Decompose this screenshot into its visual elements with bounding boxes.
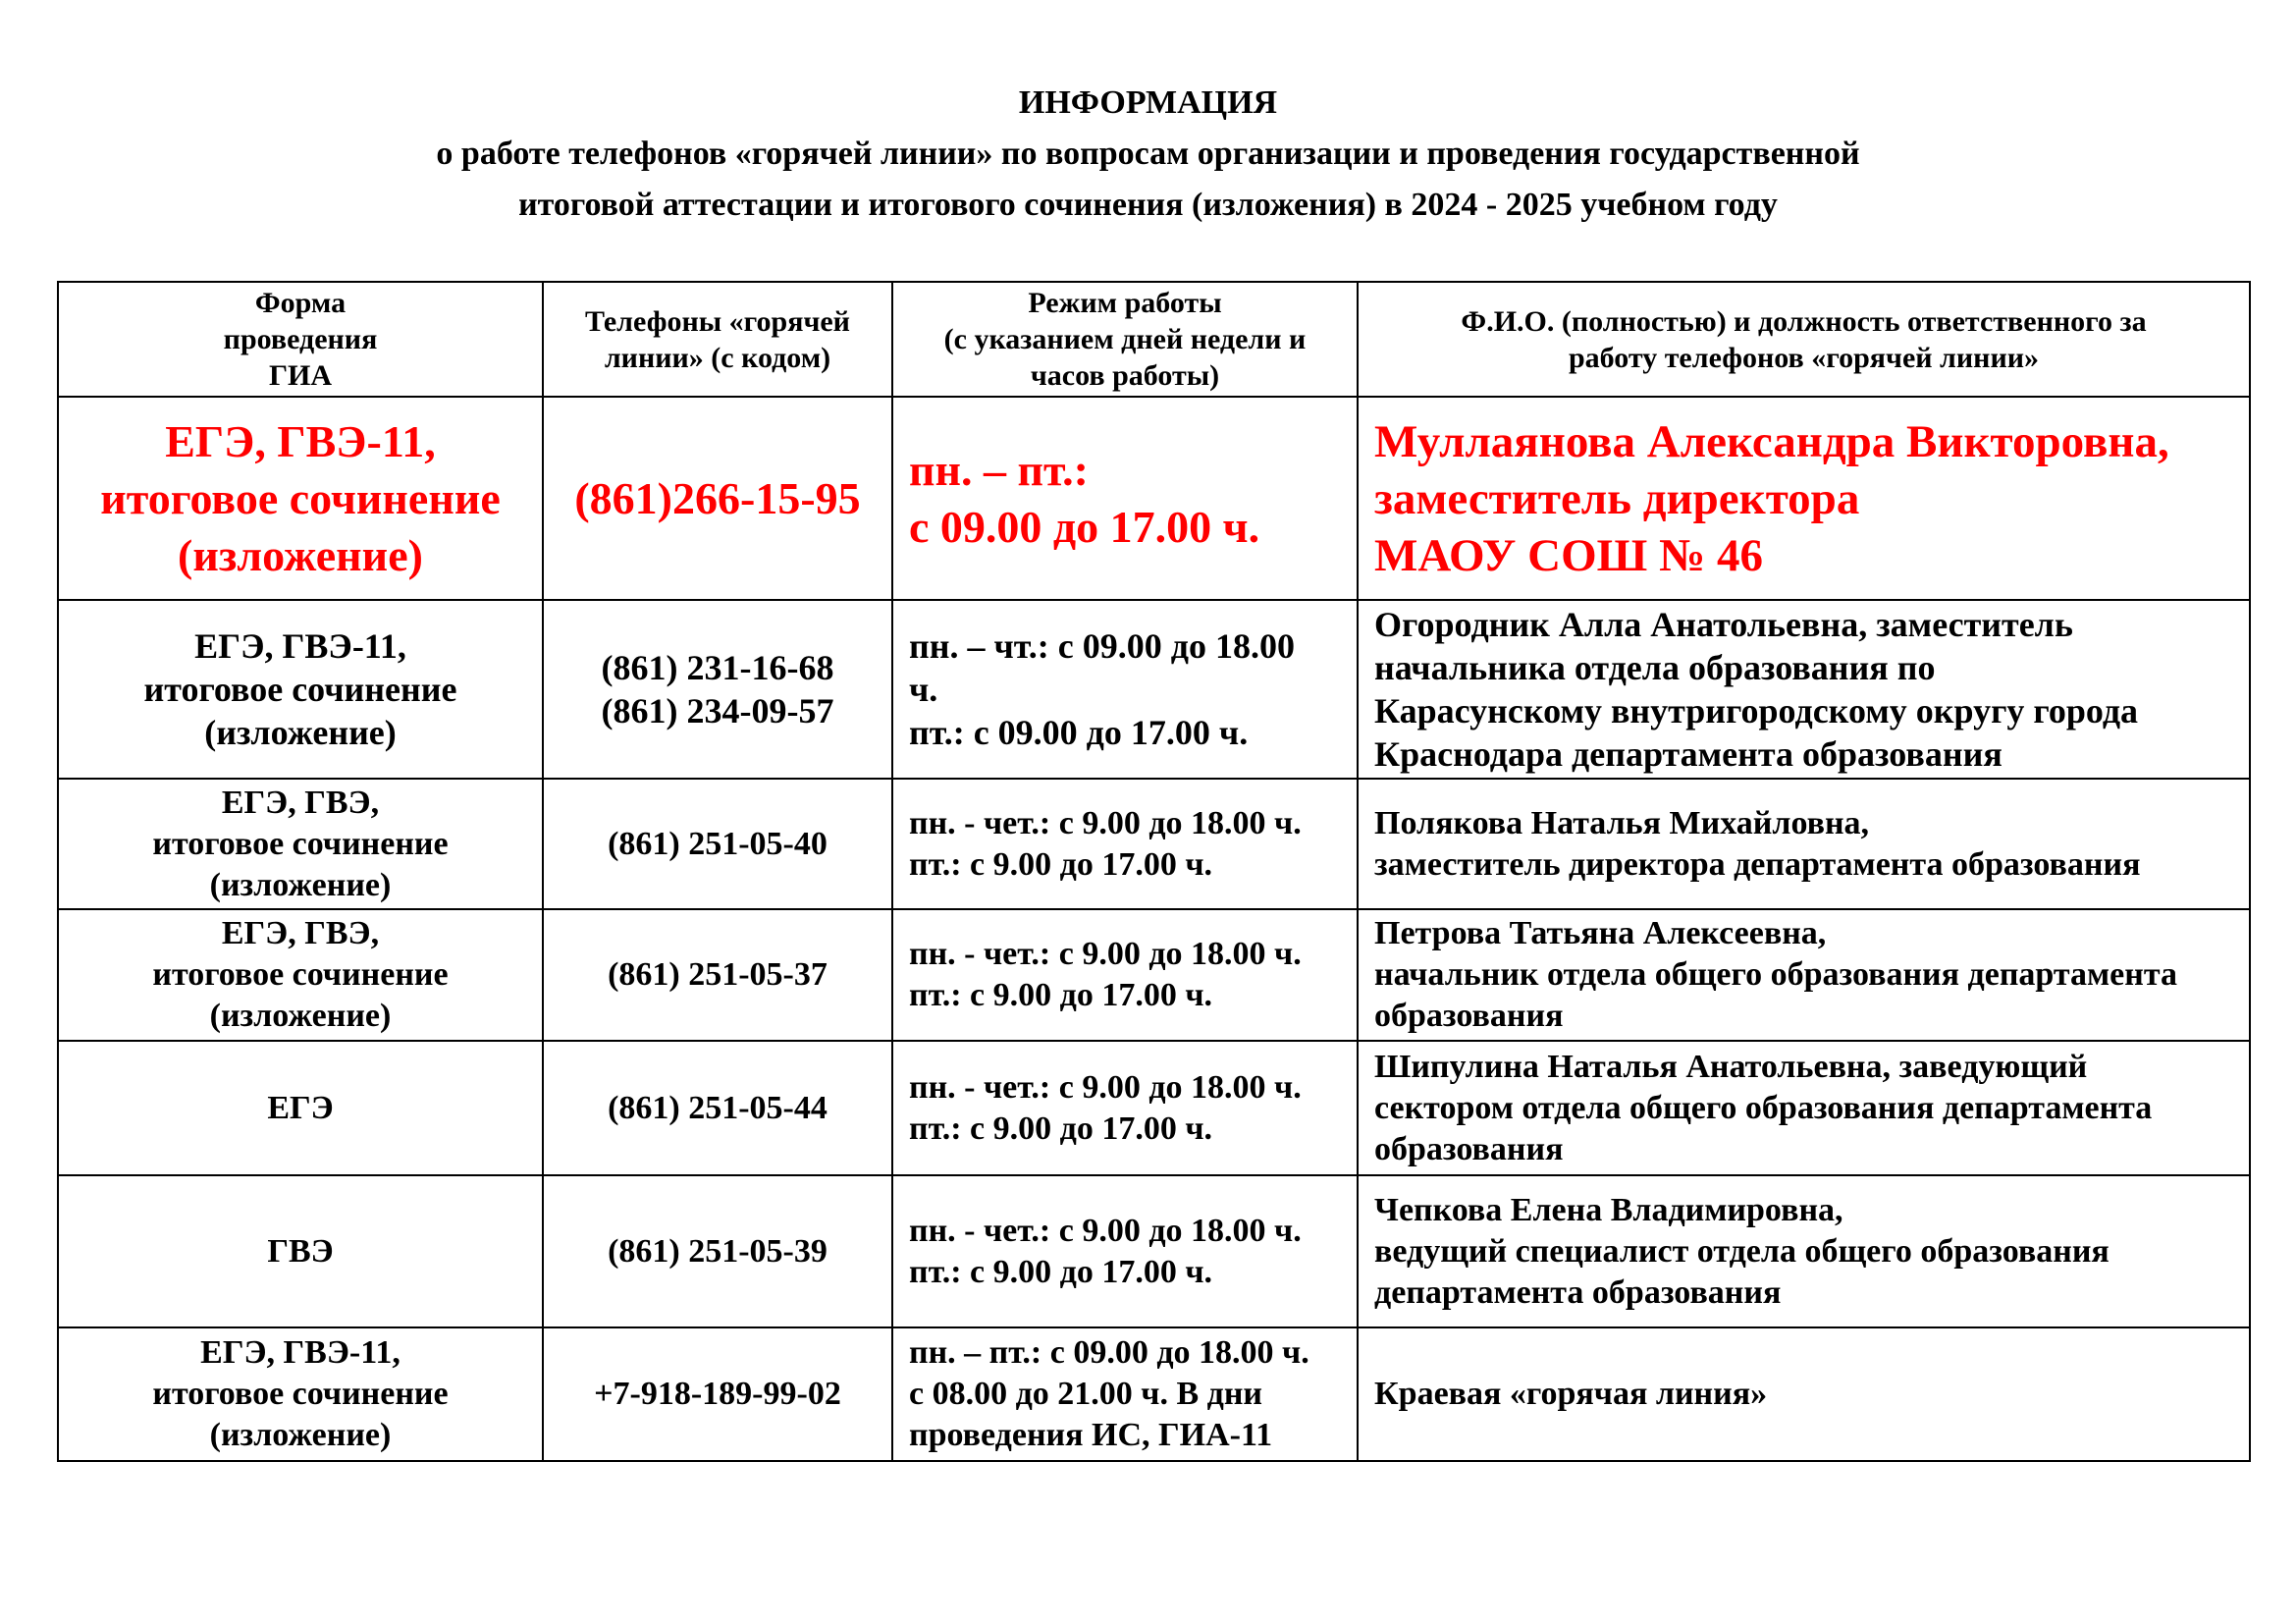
table-row [58,1041,2250,1175]
cell-person: Полякова Наталья Михайловна, заместитель директора департамента образования [1358,779,2250,909]
cell-person: Краевая «горячая линия» [1358,1327,2250,1461]
cell-form: ГВЭ [58,1175,543,1327]
cell-form: ЕГЭ, ГВЭ-11, итоговое сочинение (изложение) [58,1327,543,1461]
hotline-table [57,281,2251,1462]
cell-form: ЕГЭ [58,1041,543,1175]
cell-phones: (861) 251-05-39 [543,1175,892,1327]
cell-phones: (861)266-15-95 [543,397,892,600]
header-phones: Телефоны «горячей линии» (с кодом) [543,282,892,397]
header-schedule: Режим работы (с указанием дней недели и часов работы) [892,282,1358,397]
cell-schedule: пн. - чет.: с 9.00 до 18.00 ч. пт.: с 9.00 до 17.00 ч. [892,909,1358,1041]
document-subtitle-line-1: о работе телефонов «горячей линии» по вопросам организации и проведения государственной [436,135,1860,172]
cell-form: ЕГЭ, ГВЭ, итоговое сочинение (изложение) [58,779,543,909]
cell-form: ЕГЭ, ГВЭ-11, итоговое сочинение (изложение) [58,397,543,600]
cell-phones: +7-918-189-99-02 [543,1327,892,1461]
cell-schedule: пн. – пт.: с 09.00 до 18.00 ч. с 08.00 до 21.00 ч. В дни проведения ИС, ГИА-11 [892,1327,1358,1461]
cell-phones: (861) 251-05-37 [543,909,892,1041]
document-heading [0,78,2296,231]
cell-person: Шипулина Наталья Анатольевна, заведующий сектором отдела общего образования департамента образования [1358,1041,2250,1175]
cell-schedule: пн. - чет.: с 9.00 до 18.00 ч. пт.: с 9.00 до 17.00 ч. [892,1175,1358,1327]
cell-schedule: пн. – пт.: с 09.00 до 17.00 ч. [892,397,1358,600]
cell-phones: (861) 231-16-68 (861) 234-09-57 [543,600,892,779]
table-row [58,397,2250,600]
cell-person: Муллаянова Александра Викторовна, заместитель директора МАОУ СОШ № 46 [1358,397,2250,600]
document-subtitle-line-2: итоговой аттестации и итогового сочинения (изложения) в 2024 - 2025 учебном году [518,187,1778,223]
cell-person: Огородник Алла Анатольевна, заместитель начальника отдела образования по Карасунскому внутригородскому округу города Краснодара департамента образования [1358,600,2250,779]
table-row [58,779,2250,909]
header-form: Форма проведения ГИА [58,282,543,397]
cell-schedule: пн. – чт.: с 09.00 до 18.00 ч. пт.: с 09.00 до 17.00 ч. [892,600,1358,779]
cell-phones: (861) 251-05-44 [543,1041,892,1175]
cell-schedule: пн. - чет.: с 9.00 до 18.00 ч. пт.: с 9.00 до 17.00 ч. [892,1041,1358,1175]
table-row [58,1327,2250,1461]
cell-form: ЕГЭ, ГВЭ-11, итоговое сочинение (изложение) [58,600,543,779]
cell-phones: (861) 251-05-40 [543,779,892,909]
table-row [58,1175,2250,1327]
cell-person: Петрова Татьяна Алексеевна, начальник отдела общего образования департамента образования [1358,909,2250,1041]
table-header-row [58,282,2250,397]
table-row [58,600,2250,779]
table-row [58,909,2250,1041]
cell-schedule: пн. - чет.: с 9.00 до 18.00 ч. пт.: с 9.00 до 17.00 ч. [892,779,1358,909]
cell-form: ЕГЭ, ГВЭ, итоговое сочинение (изложение) [58,909,543,1041]
document-title: ИНФОРМАЦИЯ [1018,84,1278,121]
cell-person: Чепкова Елена Владимировна, ведущий специалист отдела общего образования департамента образования [1358,1175,2250,1327]
header-person: Ф.И.О. (полностью) и должность ответственного за работу телефонов «горячей линии» [1358,282,2250,397]
